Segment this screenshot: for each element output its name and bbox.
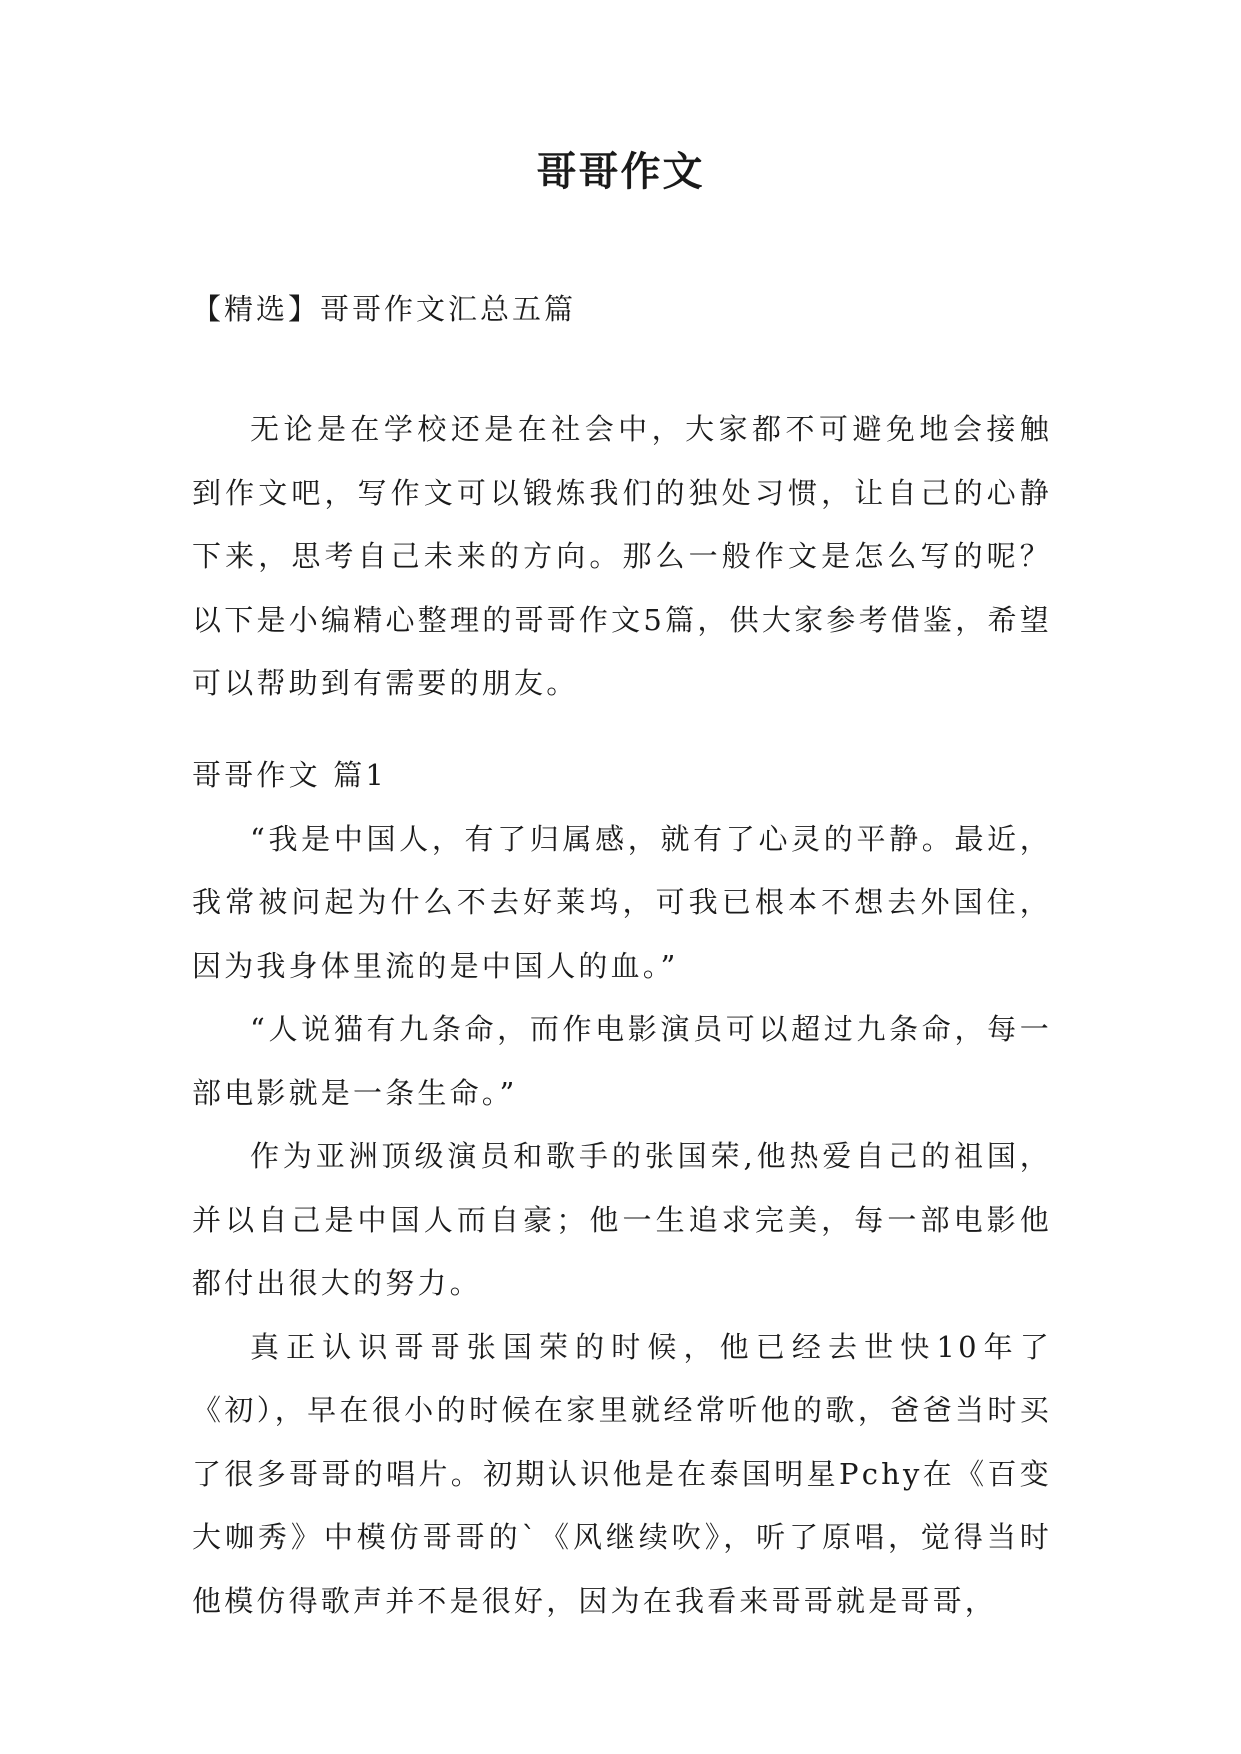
intro-section (192, 398, 1052, 716)
article-paragraph-3: 作为亚洲顶级演员和歌手的张国荣,他热爱自己的祖国，并以自己是中国人而自豪；他一生追求完美，每一部电影他都付出很大的努力。 (192, 1139, 1052, 1300)
document-subtitle: 【精选】哥哥作文汇总五篇 (192, 292, 577, 326)
article-paragraph-1: “我是中国人，有了归属感，就有了心灵的平静。最近，我常被问起为什么不去好莱坞，可我已根本不想去外国住，因为我身体里流的是中国人的血。” (192, 821, 1052, 983)
article-paragraph-4: 真正认识哥哥张国荣的时候，他已经去世快10年了《初），早在很小的时候在家里就经常听他的歌，爸爸当时买了很多哥哥的唱片。初期认识他是在泰国明星Pchy在《百变大咖秀》中模仿哥哥的`《风继续吹》，听了原唱，觉得当时他模仿得歌声并不是很好，因为在我看来哥哥就是哥哥， (192, 1329, 1052, 1618)
article-paragraph-2: “人说猫有九条命，而作电影演员可以超过九条命，每一部电影就是一条生命。” (192, 1012, 1052, 1110)
intro-paragraph: 无论是在学校还是在社会中，大家都不可避免地会接触到作文吧，写作文可以锻炼我们的独处习惯，让自己的心静下来，思考自己未来的方向。那么一般作文是怎么写的呢？以下是小编精心整理的哥哥作文5篇，供大家参考借鉴，希望可以帮助到有需要的朋友。 (192, 412, 1052, 700)
article-section (192, 744, 1052, 1633)
document-title: 哥哥作文 (536, 148, 705, 195)
section-heading: 哥哥作文 篇1 (192, 758, 388, 792)
